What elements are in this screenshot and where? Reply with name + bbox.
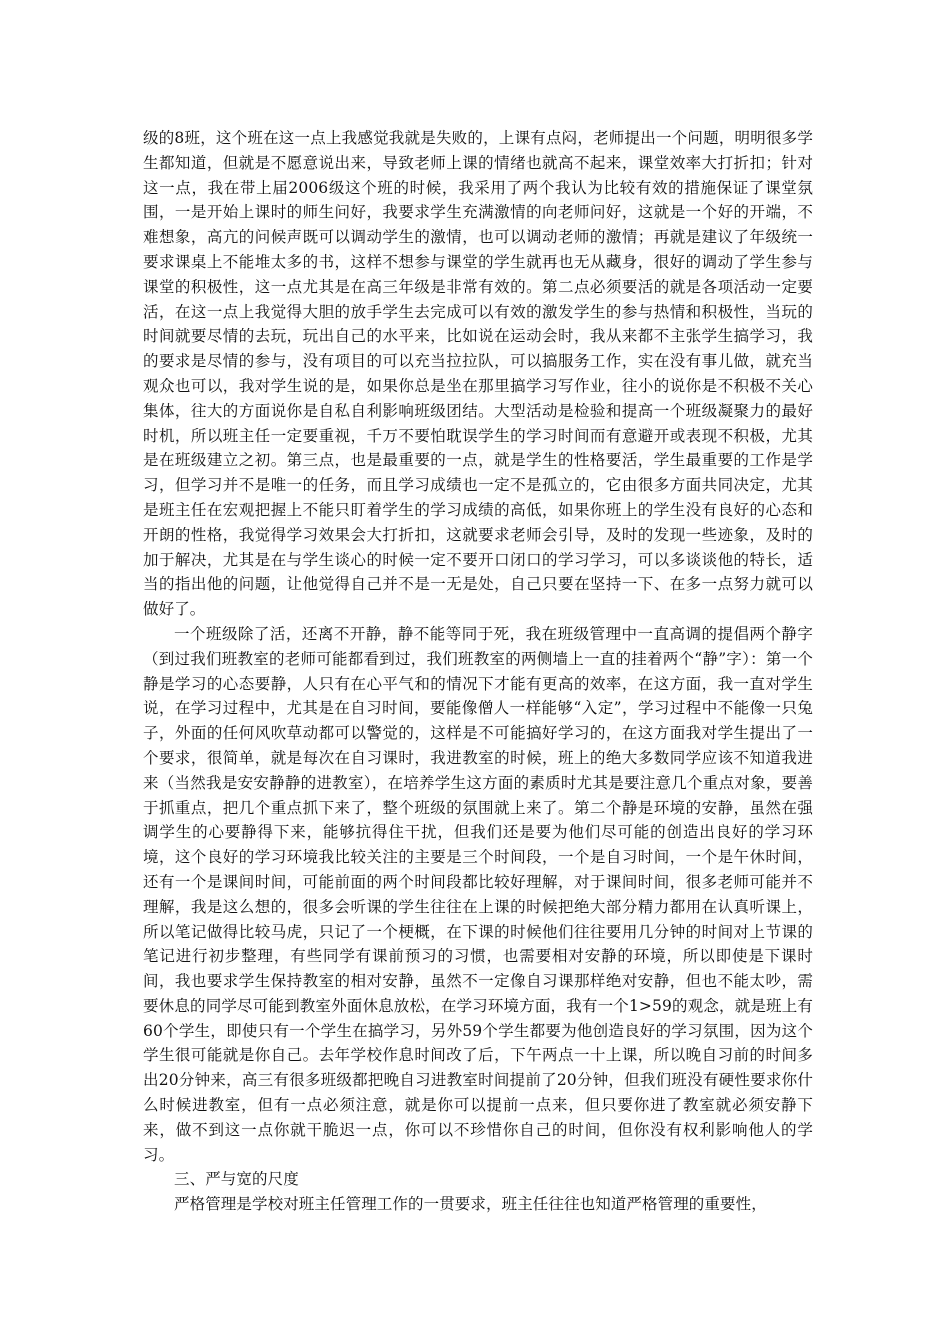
paragraph-2: 一个班级除了活，还离不开静，静不能等同于死，我在班级管理中一直高调的提倡两个静字（到过我们班教室的老师可能都看到过，我们班教室的两侧墙上一直的挂着两个“静”字）：第一个静是学习的心态要静，人只有在心平气和的情况下才能有更高的效率，在这方面，我一直对学生说，在学习过程中，尤其是在自习时间，要能像僧人一样能够“入定”，学习过程中不能像一只兔子，外面的任何风吹草动都可以警觉的，这样是不可能搞好学习的，在这方面我对学生提出了一个要求，很简单，就是每次在自习课时，我进教室的时候，班上的绝大多数同学应该不知道我进来（当然我是安安静静的进教室），在培养学生这方面的素质时尤其是要注意几个重点对象，要善于抓重点，把几个重点抓下来了，整个班级的氛围就上来了。第二个静是环境的安静，虽然在强调学生的心要静得下来，能够抗得住干扰，但我们还是要为他们尽可能的创造出良好的学习环境，这个良好的学习环境我比较关注的主要是三个时间段，一个是自习时间，一个是午休时间，还有一个是课间时间，可能前面的两个时间段都比较好理解，对于课间时间，很多老师可能并不理解，我是这么想的，很多会听课的学生往往在上课的时候把绝大部分精力都用在认真听课上，所以笔记做得比较马虎，只记了一个梗概，在下课的时候他们往往要用几分钟的时间对上节课的笔记进行初步整理，有些同学有课前预习的习惯，也需要相对安静的环境，所以即使是下课时间，我也要求学生保持教室的相对安静，虽然不一定像自习课那样绝对安静，但也不能太吵，需要休息的同学尽可能到教室外面休息放松，在学习环境方面，我有一个1>59的观念，就是班上有60个学生，即使只有一个学生在搞学习，另外59个学生都要为他创造良好的学习氛围，因为这个学生很可能就是你自己。去年学校作息时间改了后，下午两点一十上课，所以晚自习前的时间多出20分钟来，高三有很多班级都把晚自习进教室时间提前了20分钟，但我们班没有硬性要求你什么时候进教室，但有一点必须注意，就是你可以提前一点来，但只要你进了教室就必须安静下来，做不到这一点你就干脆迟一点，你可以不珍惜你自己的时间，但你没有权利影响他人的学习。 [143,624,813,1164]
document-body [143,126,813,1217]
section-heading: 三、严与宽的尺度 [174,1170,299,1189]
paragraph-1: 级的8班，这个班在这一点上我感觉我就是失败的，上课有点闷，老师提出一个问题，明明很多学生都知道，但就是不愿意说出来，导致老师上课的情绪也就高不起来，课堂效率大打折扣；针对这一点，我在带上届2006级这个班的时候，我采用了两个我认为比较有效的措施保证了课堂氛围，一是开始上课时的师生问好，我要求学生充满激情的向老师问好，这就是一个好的开端，不难想象，高亢的问候声既可以调动学生的激情，也可以调动老师的激情；再就是建议了年级统一要求课桌上不能堆太多的书，这样不想参与课堂的学生就再也无从藏身，很好的调动了学生参与课堂的积极性，这一点尤其是在高三年级是非常有效的。第二点必须要活的就是各项活动一定要活，在这一点上我觉得大胆的放手学生去完成可以有效的激发学生的参与热情和积极性，当玩的时间就要尽情的去玩，玩出自己的水平来，比如说在运动会时，我从来都不主张学生搞学习，我的要求是尽情的参与，没有项目的可以充当拉拉队，可以搞服务工作，实在没有事儿做，就充当观众也可以，我对学生说的是，如果你总是坐在那里搞学习写作业，往小的说你是不积极不关心集体，往大的方面说你是自私自利影响班级团结。大型活动是检验和提高一个班级凝聚力的最好时机，所以班主任一定要重视，千万不要怕耽误学生的学习时间而有意避开或表现不积极，尤其是在班级建立之初。第三点，也是最重要的一点，就是学生的性格要活，学生最重要的工作是学习，但学习并不是唯一的任务，而且学习成绩也一定不是孤立的，它由很多方面共同决定，尤其是班主任在宏观把握上不能只盯着学生的学习成绩的高低，如果你班上的学生没有良好的心态和开朗的性格，我觉得学习效果会大打折扣，这就要求老师会引导，及时的发现一些迹象，及时的加于解决，尤其是在与学生谈心的时候一定不要开口闭口的学习学习，可以多谈谈他的特长，适当的指出他的问题，让他觉得自己并不是一无是处，自己只要在坚持一下、在多一点努力就可以做好了。 [143,129,813,619]
paragraph-3: 严格管理是学校对班主任管理工作的一贯要求，班主任往往也知道严格管理的重要性， [174,1195,767,1214]
